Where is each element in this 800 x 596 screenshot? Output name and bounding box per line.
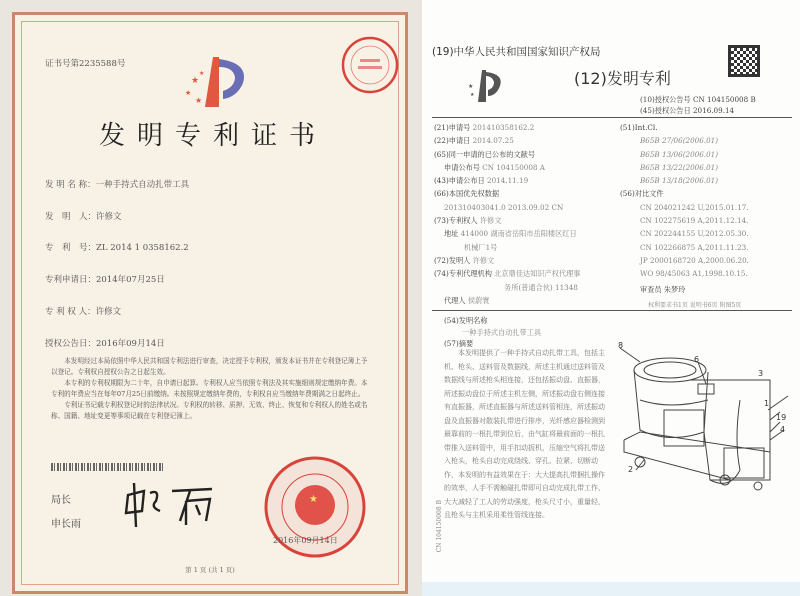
int-cl-item: B65B 13/06(2006.01): [640, 149, 719, 159]
field-value: CN 104150008 A: [482, 162, 545, 172]
field-label: (66)本国优先权数据: [434, 189, 500, 199]
field-value: 414000 湖南省岳阳市岳阳楼区红日: [460, 229, 577, 239]
field-label: 申请公布号: [444, 162, 480, 172]
seal-date: 2016年09月14日: [273, 536, 338, 545]
field-value: 2016年09月14日: [96, 339, 165, 349]
director-signature: [120, 481, 220, 529]
certificate-paragraph: 本专利的专利权期限为二十年，自申请日起算。专利权人应当依照专利法及其实施细则规定缴纳年费。本专利的年费应当在每年07月25日前缴纳。未按照规定缴纳年费的，专利权自应当缴纳年费期满之日起终止。: [51, 379, 368, 398]
field-value: 201310403041.0 2013.09.02 CN: [444, 202, 564, 212]
field-value: 许修文: [95, 307, 122, 317]
figure-label: 1: [764, 399, 770, 408]
patent-certificate: [12, 12, 408, 594]
field-label: (22)申请日: [434, 136, 471, 146]
abstract-text: 本发明提供了一种手持式自动扎带工具，包括主机、枪头、送料管及数据线，所述主机通过送料管及数据线与所述枪头相连接，还包括振动盘、直振器，所述振动盘位于所述主机左侧，所述振动盘右侧连接有直振器，所述直振器与所述送料管相连，所述振动盘及直振器对散装扎带进行排序，光纤感应器检测到最靠前的一根扎带到位后，由气缸将最前面的一根扎带推入送料管中，用手扣动扳机，压缩空气将扎带送入枪头，枪头自动完成绕线、穿孔、拉紧、切断动作，本发明的有益效果在于：大大提高扎带捆扎操作的效率，人手不需触碰扎带即可自动完成扎带工作，大大减轻了工人的劳动强度，枪头尺寸小，重量轻，且枪头与主机采用柔性管线连接。: [444, 349, 605, 519]
certificate-title: 发明专利证书: [98, 121, 327, 151]
field-value: 侯蔚寰: [467, 295, 490, 305]
invention-title: 一种手持式自动扎带工具: [462, 328, 542, 337]
figure-label: 2: [628, 465, 634, 474]
title-label: (54)发明名称: [444, 316, 488, 325]
barcode: [51, 463, 163, 471]
field-value: 许修文: [479, 216, 502, 226]
field-value: 务所(普通合伙) 11348: [504, 282, 578, 292]
ref-item: WO 98/45063 A1,1998.10.15.: [640, 269, 748, 279]
director-title: 局长: [51, 495, 71, 506]
svg-text:★: ★: [470, 92, 475, 98]
grant-date: (45)授权公告日 2016.09.14: [640, 106, 735, 115]
cnipa-logo: [466, 68, 506, 104]
field-label: 专 利 号：: [45, 243, 97, 253]
patent-publication: [422, 0, 800, 596]
field-value: 201410358162.2: [472, 123, 535, 132]
field-value: 许修文: [96, 212, 122, 222]
field-value: 许修文: [472, 255, 495, 265]
refs-label: (56)对比文件: [620, 189, 664, 199]
figure-label: 3: [758, 369, 764, 378]
figure-label: 6: [694, 355, 700, 364]
field-label: (73)专利权人: [434, 216, 478, 226]
ref-item: CN 204021242 U,2015.01.17.: [640, 202, 749, 212]
figure-label: 4: [780, 425, 786, 434]
svg-text:★: ★: [191, 76, 200, 86]
side-publication-code: CN 104150008 B: [436, 500, 443, 553]
certificate-paragraph: 专利证书记载专利权登记时的法律状况。专利权的转移、质押、无效、终止、恢复和专利权人的姓名或名称、国籍、地址变更等事项记载在专利登记簿上。: [51, 401, 368, 420]
int-cl-item: B65B 13/22(2006.01): [640, 162, 719, 172]
red-seal-stamp-small: [340, 35, 400, 95]
field-label: 专利申请日：: [45, 275, 97, 285]
int-cl-item: B65B 13/18(2006.01): [640, 176, 719, 186]
int-cl-label: (51)Int.Cl.: [620, 123, 658, 132]
field-label: 地址: [444, 229, 459, 239]
field-value: 北京鼎佳达知识产权代理事: [494, 269, 581, 279]
qr-code: [728, 45, 760, 77]
field-value: 2014.07.25: [472, 136, 514, 146]
svg-text:★: ★: [195, 96, 203, 105]
field-label: 代理人: [444, 295, 466, 305]
field-value: 一种手持式自动扎带工具: [95, 180, 190, 190]
bottom-strip: [422, 582, 800, 596]
certificate-number: 证书号第2235588号: [45, 59, 126, 69]
ref-item: CN 202244155 U,2012.05.30.: [640, 229, 749, 239]
cnipa-logo: [183, 53, 253, 109]
field-label: 专 利 权 人：: [45, 307, 96, 317]
field-label: (65)同一申请的已公布的文献号: [434, 149, 536, 159]
certificate-paragraph: 本发明经过本局依照中华人民共和国专利法进行审查，决定授予专利权，颁发本证书并在专利登记簿上予以登记。专利权自授权公告之日起生效。: [51, 357, 368, 376]
field-label: 授权公告日：: [45, 339, 97, 349]
field-value: 2014年07月25日: [96, 275, 165, 285]
section-divider: [432, 310, 792, 311]
document-type: (12)发明专利: [574, 69, 671, 88]
grant-number: (10)授权公告号 CN 104150008 B: [640, 95, 756, 104]
field-label: (21)申请号: [434, 123, 471, 132]
director-name: 申长雨: [51, 519, 81, 530]
ref-item: CN 102266875 A,2011.11.23.: [640, 242, 749, 252]
svg-text:★: ★: [468, 83, 474, 90]
field-value: 2014.11.19: [487, 176, 529, 186]
abstract-label: (57)摘要: [444, 339, 474, 348]
svg-text:★: ★: [199, 70, 205, 77]
examiner: 审查员 朱梦玲: [640, 284, 686, 294]
header-divider: [432, 117, 792, 118]
figure-label: 8: [618, 341, 624, 350]
abstract-drawing: [620, 340, 800, 490]
office-name: (19)中华人民共和国国家知识产权局: [432, 46, 601, 58]
field-value: 机械厂1号: [464, 242, 498, 252]
svg-text:★: ★: [309, 494, 318, 505]
field-label: 发 明 名 称：: [45, 180, 96, 190]
field-label: (74)专利代理机构: [434, 269, 492, 279]
ref-item: CN 102275619 A,2011.12.14.: [640, 216, 749, 226]
field-label: (72)发明人: [434, 255, 471, 265]
ref-item: JP 2000168720 A,2000.06.20.: [640, 255, 749, 265]
field-label: 发 明 人：: [45, 212, 97, 222]
pages-summary: 权利要求书1页 说明书6页 附图5页: [648, 302, 742, 309]
svg-text:★: ★: [185, 89, 192, 97]
field-value: ZL 2014 1 0358162.2: [96, 243, 189, 253]
page-number: 第 1 页 (共 1 页): [185, 566, 235, 574]
figure-label: 19: [776, 413, 787, 422]
field-label: (43)申请公布日: [434, 176, 485, 186]
int-cl-item: B65B 27/06(2006.01): [640, 136, 719, 146]
